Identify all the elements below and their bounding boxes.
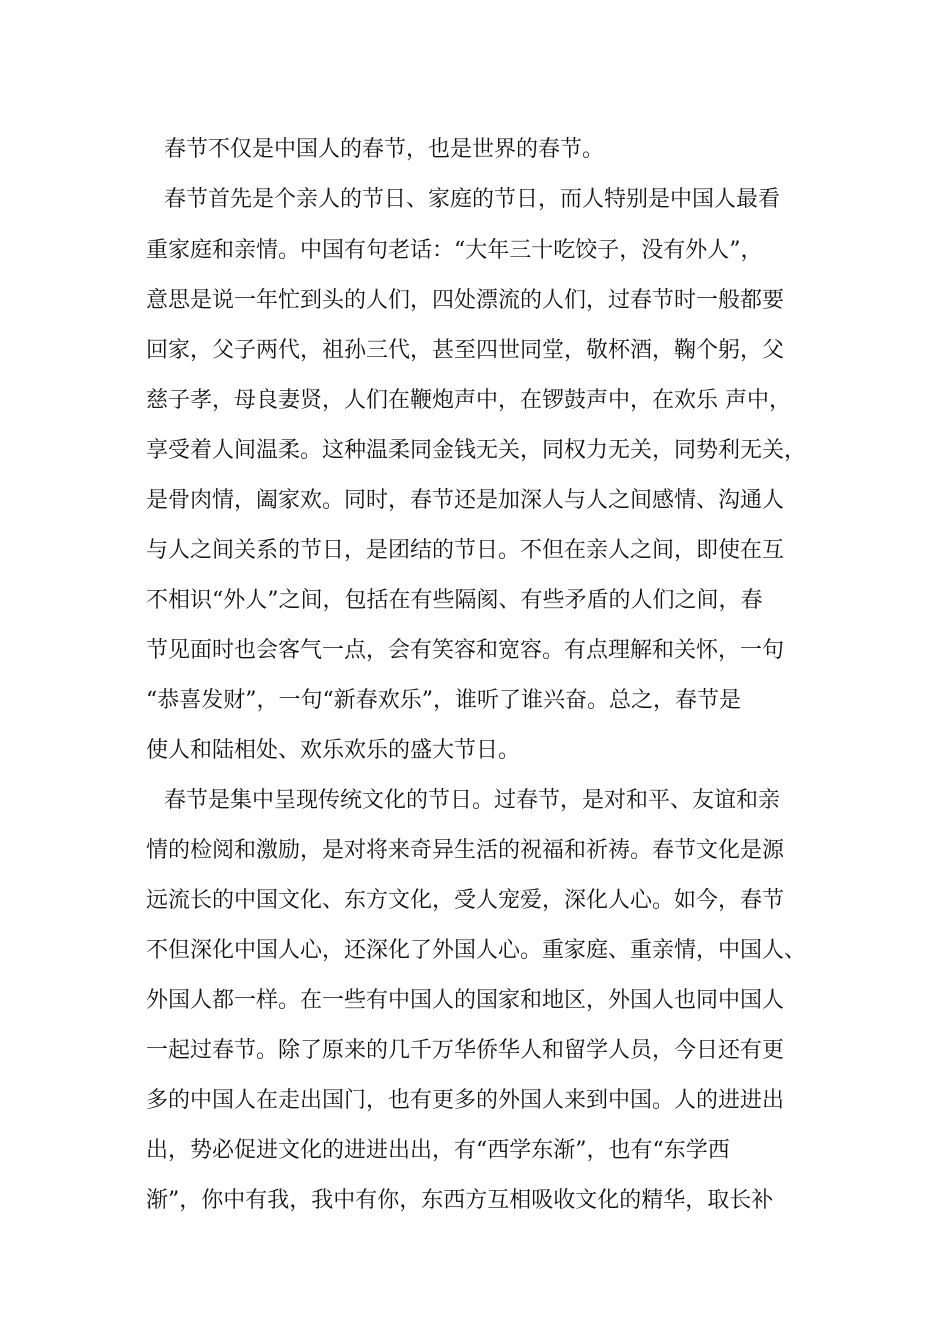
paragraph-3-line-5: 外国人都一样。在一些有中国人的国家和地区，外国人也同中国人: [146, 988, 785, 1013]
paragraph-2-line-10: 节见面时也会客气一点，会有笑容和宽容。有点理解和关怀，一句: [146, 638, 785, 663]
paragraph-2-line-9: 不相识“外人”之间，包括在有些隔阂、有些矛盾的人们之间，春: [146, 588, 763, 613]
paragraph-2-line-5: 慈子孝，母良妻贤，人们在鞭炮声中，在锣鼓声中，在欢乐 声中，: [146, 388, 791, 413]
paragraph-3-line-2: 情的检阅和激励，是对将来奇异生活的祝福和祈祷。春节文化是源: [146, 838, 785, 863]
paragraph-2-line-4: 回家，父子两代，祖孙三代，甚至四世同堂，敬杯酒，鞠个躬，父: [146, 338, 785, 363]
paragraph-3-line-1: 春节是集中呈现传统文化的节日。过春节，是对和平、友谊和亲: [164, 788, 781, 813]
paragraph-2-line-11: “恭喜发财”，一句“新春欢乐”，谁听了谁兴奋。总之，春节是: [146, 688, 741, 713]
paragraph-3-line-4: 不但深化中国人心，还深化了外国人心。重家庭、重亲情，中国人、: [146, 938, 807, 963]
paragraph-2-line-2: 重家庭和亲情。中国有句老话：“大年三十吃饺子，没有外人”，: [146, 238, 763, 263]
paragraph-2-line-1: 春节首先是个亲人的节日、家庭的节日，而人特别是中国人最看: [164, 187, 781, 212]
paragraph-2-line-7: 是骨肉情，阖家欢。同时，春节还是加深人与人之间感情、沟通人: [146, 488, 785, 513]
paragraph-1-line-1: 春节不仅是中国人的春节，也是世界的春节。: [164, 137, 605, 162]
paragraph-3-line-6: 一起过春节。除了原来的几千万华侨华人和留学人员，今日还有更: [146, 1038, 785, 1063]
paragraph-2-line-6: 享受着人间温柔。这种温柔同金钱无关，同权力无关，同势利无关，: [146, 438, 807, 463]
paragraph-3-line-9: 渐”，你中有我，我中有你，东西方互相吸收文化的精华，取长补: [146, 1188, 774, 1213]
paragraph-3-line-3: 远流长的中国文化、东方文化，受人宠爱，深化人心。如今，春节: [146, 888, 785, 913]
paragraph-3-line-7: 多的中国人在走出国门，也有更多的外国人来到中国。人的进进出: [146, 1088, 785, 1113]
paragraph-3-line-8: 出，势必促进文化的进进出出，有“西学东渐”，也有“东学西: [146, 1138, 730, 1163]
paragraph-2-line-12: 使人和陆相处、欢乐欢乐的盛大节日。: [146, 738, 521, 763]
paragraph-2-line-3: 意思是说一年忙到头的人们，四处漂流的人们，过春节时一般都要: [146, 288, 785, 313]
paragraph-2-line-8: 与人之间关系的节日，是团结的节日。不但在亲人之间，即使在互: [146, 538, 785, 563]
